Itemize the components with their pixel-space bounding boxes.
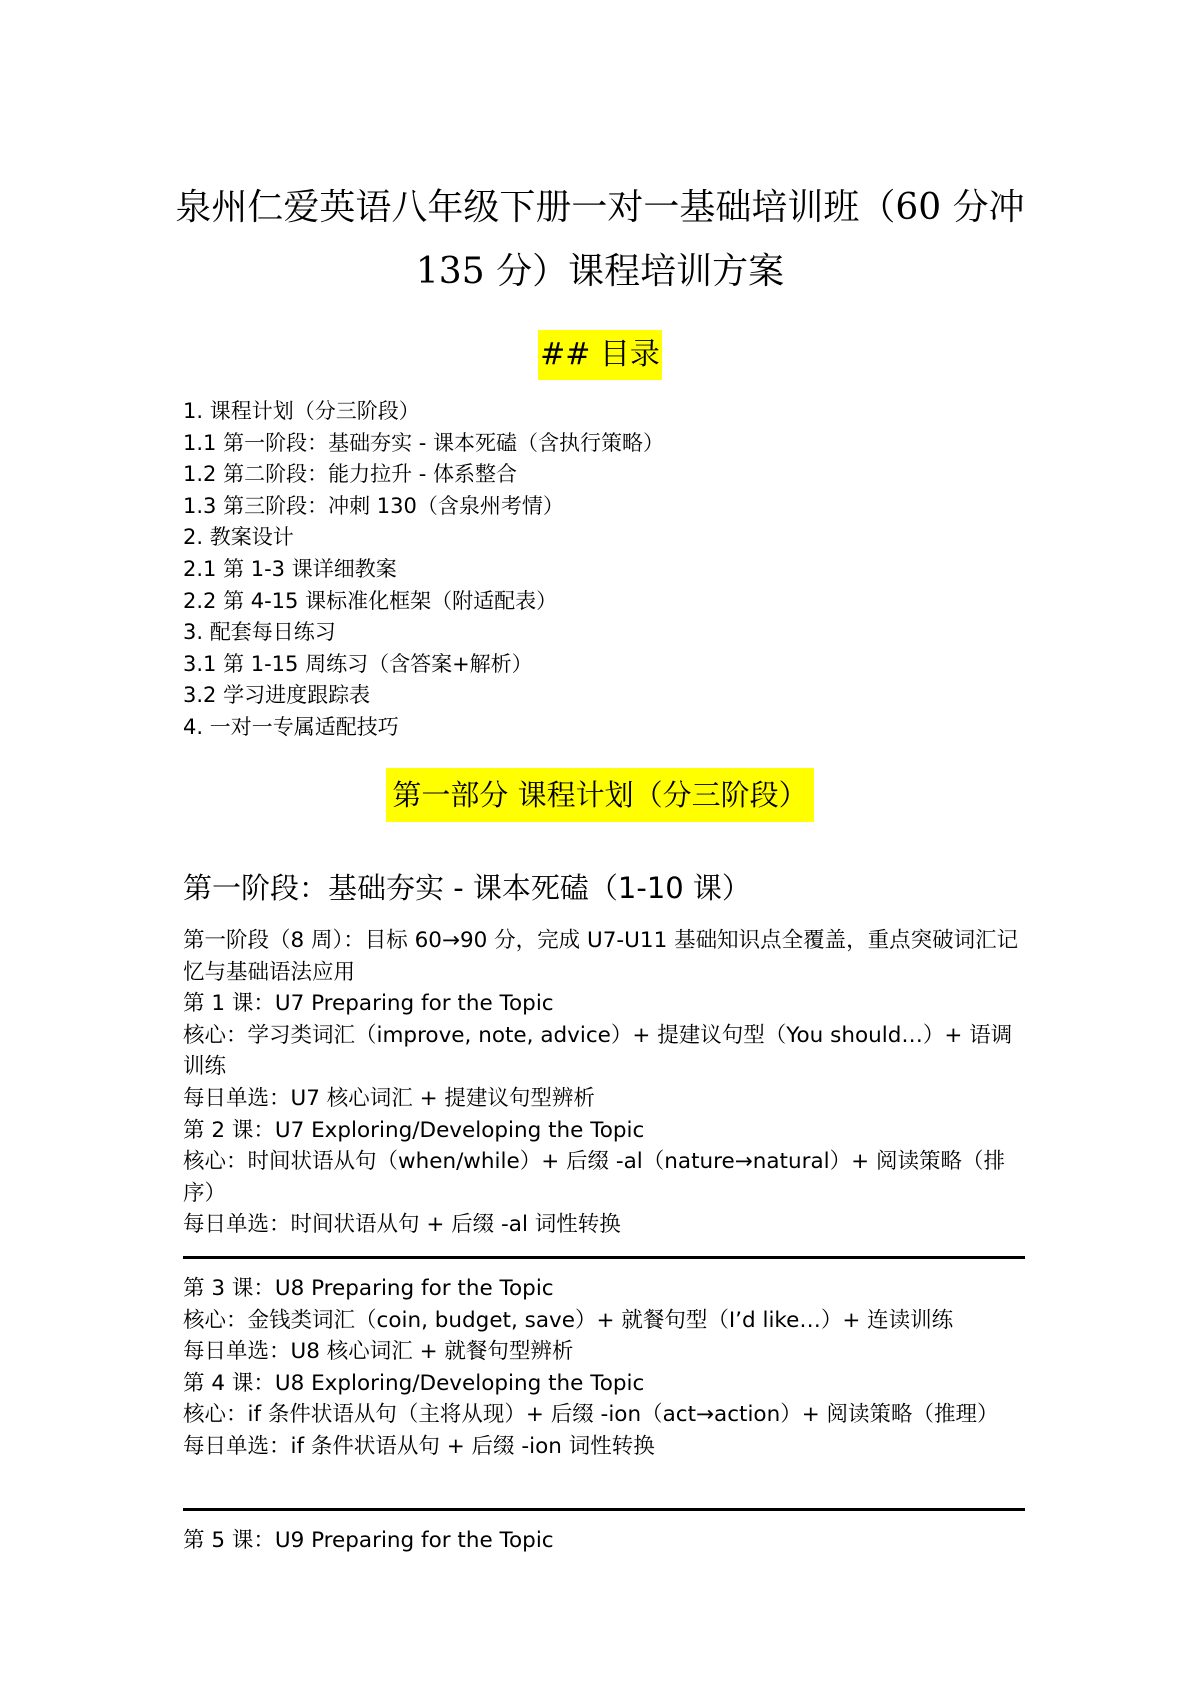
toc-item: 2.2 第 4-15 课标准化框架（附适配表） bbox=[183, 588, 558, 613]
toc-heading bbox=[0, 330, 1200, 380]
lesson-daily-practice: 每日单选：U8 核心词汇 + 就餐句型辨析 bbox=[183, 1339, 574, 1365]
toc-item: 4. 一对一专属适配技巧 bbox=[183, 714, 399, 739]
lesson-title: 第 3 课：U8 Preparing for the Topic bbox=[183, 1276, 554, 1301]
lesson-block-3 bbox=[183, 1525, 1025, 1557]
document-title bbox=[150, 176, 1050, 304]
toc-item: 2.1 第 1-3 课详细教案 bbox=[183, 556, 397, 581]
toc-item: 2. 教案设计 bbox=[183, 525, 294, 550]
lesson-core: 核心：if 条件状语从句（主将从现）+ 后缀 -ion（act→action）+ 阅读策略（推理） bbox=[183, 1402, 999, 1428]
divider bbox=[183, 1508, 1025, 1511]
lesson-core: 核心：学习类词汇（improve, note, advice）+ 提建议句型（You should…）+ 语调训练 bbox=[183, 1022, 1013, 1080]
lesson-daily-practice: 每日单选：U7 核心词汇 + 提建议句型辨析 bbox=[183, 1085, 595, 1111]
toc-item: 3.1 第 1-15 周练习（含答案+解析） bbox=[183, 651, 533, 676]
lesson-title: 第 1 课：U7 Preparing for the Topic bbox=[183, 991, 554, 1017]
section-heading-text: 第一部分 课程计划（分三阶段） bbox=[386, 768, 813, 822]
lesson-daily-practice: 每日单选：时间状语从句 + 后缀 -al 词性转换 bbox=[183, 1212, 621, 1238]
toc-item: 1. 课程计划（分三阶段） bbox=[183, 399, 420, 423]
stage-description: 第一阶段（8 周）：目标 60→90 分，完成 U7-U11 基础知识点全覆盖，重点突破词汇记忆与基础语法应用 bbox=[183, 928, 1019, 985]
title-line-2: 135 分）课程培训方案 bbox=[415, 251, 785, 292]
toc-heading-text: ## 目录 bbox=[538, 330, 662, 380]
toc-item: 1.2 第二阶段：能力拉升 - 体系整合 bbox=[183, 462, 517, 487]
table-of-contents bbox=[183, 396, 1033, 744]
section-heading bbox=[0, 768, 1200, 822]
lesson-title: 第 2 课：U7 Exploring/Developing the Topic bbox=[183, 1117, 645, 1143]
toc-item: 1.1 第一阶段：基础夯实 - 课本死磕（含执行策略） bbox=[183, 430, 664, 455]
lesson-block-2 bbox=[183, 1273, 1025, 1463]
title-line-1: 泉州仁爱英语八年级下册一对一基础培训班（60 分冲 bbox=[175, 187, 1025, 228]
lesson-title: 第 4 课：U8 Exploring/Developing the Topic bbox=[183, 1370, 645, 1396]
stage-heading: 第一阶段：基础夯实 - 课本死磕（1-10 课） bbox=[183, 871, 751, 905]
lesson-core: 核心：金钱类词汇（coin, budget, save）+ 就餐句型（I’d like…）+ 连读训练 bbox=[183, 1307, 954, 1333]
toc-item: 1.3 第三阶段：冲刺 130（含泉州考情） bbox=[183, 493, 564, 518]
divider bbox=[183, 1256, 1025, 1259]
lesson-core: 核心：时间状语从句（when/while）+ 后缀 -al（nature→natural）+ 阅读策略（排序） bbox=[183, 1149, 1005, 1206]
lesson-daily-practice: 每日单选：if 条件状语从句 + 后缀 -ion 词性转换 bbox=[183, 1433, 655, 1459]
toc-item: 3.2 学习进度跟踪表 bbox=[183, 683, 371, 708]
lesson-block-1 bbox=[183, 925, 1025, 1241]
lesson-title: 第 5 课：U9 Preparing for the Topic bbox=[183, 1528, 554, 1553]
toc-item: 3. 配套每日练习 bbox=[183, 620, 336, 645]
